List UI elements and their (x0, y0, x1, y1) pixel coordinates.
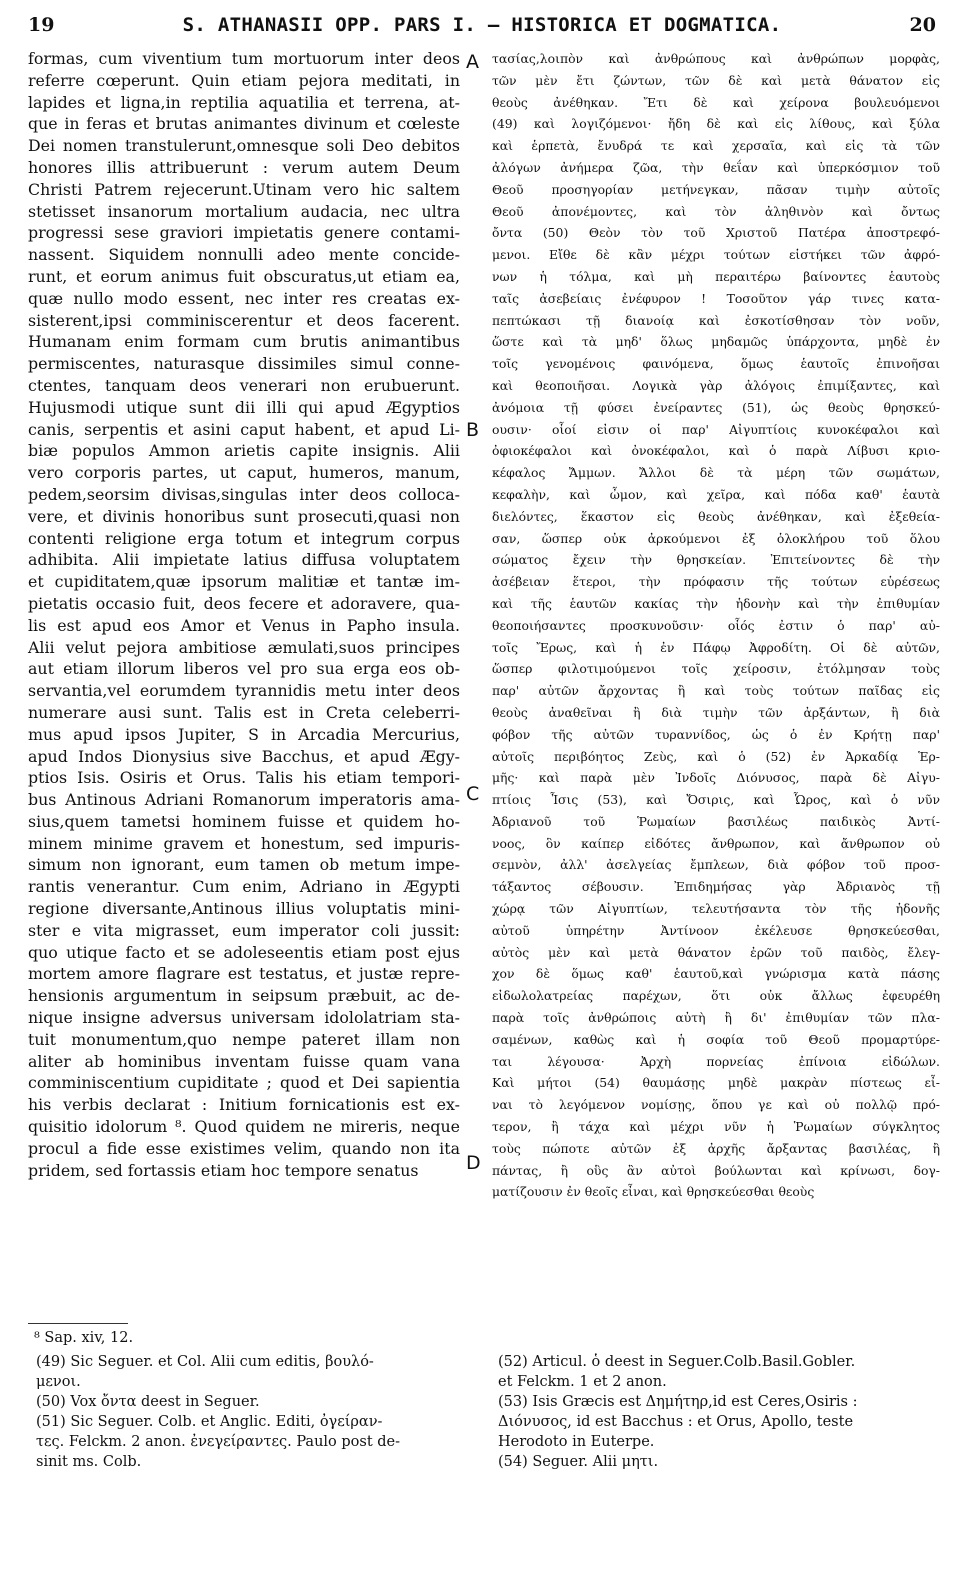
greek-text-line: τοῖς γενομένοις φαινόμενα, ὅμως ἑαυτοῖς ἐπινοῆσαι (492, 356, 940, 372)
greek-text-line: φόβον τῆς αὐτῶν τυραννίδος, ὡς ὁ ἐν Κρήτῃ παρ' (492, 726, 940, 742)
greek-text-line: διελόντες, ἕκαστον εἰς θεοὺς ἀνέθηκαν, καὶ ἐξεθεία- (492, 508, 940, 524)
latin-text-line: aut etiam illorum liberos vel pro sua erga eos ob- (28, 659, 460, 679)
latin-text-line: stetisset insanorum mortalium audacia, nec ultra (28, 201, 460, 221)
latin-column (28, 48, 460, 1181)
latin-text-line: Alii velut pejora ambitiose æmulati,suos principes (28, 637, 460, 657)
latin-text-line: nique insigne adversus universam idololatriam sta- (28, 1008, 460, 1028)
footnotes-right (498, 1352, 938, 1472)
latin-text-line: progressi sese graviori impietatis genere contami- (28, 223, 460, 243)
page-number-right: 20 (909, 14, 936, 36)
footnote-rule (28, 1323, 128, 1324)
greek-text-line: (49) καὶ λογιζόμενοι· ἤδη δὲ καὶ εἰς λίθους, καὶ ξύλα (492, 116, 940, 132)
page-number-left: 19 (28, 14, 55, 36)
greek-text-line: ουσιν· οἷοί εἰσιν οἱ παρ' Αἰγυπτίοις κυνοκέφαλοι καὶ (492, 421, 940, 437)
greek-text-line: ματίζουσιν ἐν θεοῖς εἶναι, καὶ θρησκεύεσθαι θεοὺς (492, 1184, 815, 1200)
greek-text-line: τασίας,λοιπὸν καὶ ἀνθρώπους καὶ ἀνθρώπων μορφὰς, (492, 51, 940, 66)
footnote-line: (50) Vox ὄντα deest in Seguer. (36, 1394, 260, 1410)
greek-text-line: αὐτὸς μὲν καὶ μετὰ θάνατον ἐρῶν τοῦ παιδὸς, ἔλεγ- (492, 944, 940, 960)
greek-text-line: Θεοῦ προσηγορίαν μετήνεγκαν, πᾶσαν τιμὴν αὐτοῖς (492, 181, 940, 197)
footnote-line: τες. Felckm. 2 anon. ἐνεγείραντες. Paulo post de- (36, 1434, 401, 1450)
greek-text-line: ναι τὸ λεγόμενον νομίσῃς, ὅπου γε καὶ οὐ πολλῷ πρό- (492, 1097, 940, 1113)
greek-text-line: ἀσέβειαν ἕτεροι, τὴν πρόφασιν τῆς τούτων εὑρέσεως (492, 574, 940, 590)
latin-text-line: vero corporis partes, ut caput, humeros, manum, (28, 463, 460, 483)
greek-text-line: σαμένων, καθὼς καὶ ἡ σοφία τοῦ Θεοῦ προμαρτύρε- (492, 1031, 940, 1047)
margin-marker-c: C (466, 783, 480, 805)
greek-column (492, 48, 940, 1203)
greek-text-line: χώρᾳ τῶν Αἰγυπτίων, τελευτήσαντα τὸν τῆς ἡδονῆς (492, 901, 940, 917)
latin-text-line: servantia,vel eorumdem tyrannidis metu inter deos (28, 681, 460, 701)
greek-text-line: ἀλόγων ἀνήμερα ζῶα, τὴν θεΐαν καὶ ὑπερκόσμιον τοῦ (492, 159, 940, 175)
running-title: S. ATHANASII OPP. PARS I. — HISTORICA ET DOGMATICA. (182, 14, 782, 36)
latin-text-line: honores illis attribuerunt : verum autem Deum (28, 157, 460, 177)
footnote-line: Διόνυσος, id est Bacchus : et Orus, Apollo, teste (498, 1414, 854, 1430)
greek-text-line: ὥστε καὶ τὰ μηδ' ὅλως μηδαμῶς ὑπάρχοντα, μηδὲ ἐν (492, 334, 940, 350)
greek-text-line: θεοποιήσαντες προσκυνοῦσιν· οἷός ἐστιν ὁ παρ' αὐ- (492, 617, 940, 633)
page-header (28, 14, 936, 44)
greek-text-line: Ἀδριανοῦ τοῦ Ῥωμαίων βασιλέως παιδικὸς Ἀντί- (492, 813, 940, 829)
greek-text-line: νοος, ὃν καίπερ εἰδότες ἄνθρωπον, καὶ ἄνθρωπον οὐ (492, 835, 940, 851)
latin-text-line: apud Indos Dionysius sive Bacchus, et apud Ægy- (28, 746, 460, 766)
footnote-line: Herodoto in Euterpe. (498, 1434, 655, 1450)
latin-text-line: ster e vita migrasset, eum imperator coli jussit: (28, 920, 460, 940)
latin-text-line: mortem amore flagrare est testatus, et justæ repre- (28, 964, 460, 984)
greek-text-line: παρὰ τοῖς ἀνθρώποις αὐτὴ ἢ δι' ἐπιθυμίαν τῶν πλα- (492, 1010, 940, 1026)
greek-text-line: πάντας, ἢ οὓς ἂν αὐτοὶ βούλωνται καὶ κρίνωσι, δογ- (492, 1162, 940, 1178)
latin-text-line: Humanam enim formam cum brutis animantibus (28, 332, 460, 352)
latin-text-line: minem minime gravem et honestum, sed impuris- (28, 833, 460, 853)
greek-text-line: νων ἡ τόλμα, καὶ μὴ περαιτέρω βαίνοντες ἑαυτοὺς (492, 268, 940, 284)
latin-text-line: procul a fide esse existimes velim, quando non ita (28, 1138, 460, 1158)
latin-text-line: permiscentes, naturasque dissimiles simul conne- (28, 354, 460, 374)
footnote-line: (52) Articul. ὁ deest in Seguer.Colb.Basil.Gobler. (498, 1354, 856, 1370)
latin-text-line: aliter ab hominibus inventam fuisse quam vana (28, 1051, 460, 1071)
latin-text-line: runt, et eorum animus fuit obscuratus,ut etiam ea, (28, 266, 460, 286)
footnote-line: (49) Sic Seguer. et Col. Alii cum editis, βουλό- (36, 1354, 374, 1370)
greek-text-line: καὶ τῆς ἑαυτῶν κακίας τὴν ἡδονὴν καὶ τὴν ἐπιθυμίαν (492, 595, 940, 611)
latin-text-line: tuit monumentum,quo nempe pateret illam non (28, 1029, 460, 1049)
latin-text-line: biæ populos Ammon arietis capite insignis. Alii (28, 441, 460, 461)
latin-text-line: Dei nomen transtulerunt,omnesque soli Deo debitos (28, 136, 460, 156)
latin-text-line: contenti religione erga totum et integrum corpus (28, 528, 460, 548)
latin-text-line: quo utique facto et se adoleseentis etiam post ejus (28, 942, 460, 962)
greek-text-line: παρ' αὐτῶν ἄρχοντας ἢ καὶ τοὺς τούτων παῖδας εἰς (492, 683, 940, 699)
greek-text-line: ἀνόμοια τῇ φύσει ἐνείραντες (51), ὡς θεοὺς θρησκεύ- (492, 399, 940, 415)
latin-text-line: Hujusmodi utique sunt dii illi qui apud Ægyptios (28, 397, 460, 417)
greek-text-line: πεπτώκασι τῇ διανοίᾳ καὶ ἐσκοτίσθησαν τὸν νοῦν, (492, 312, 940, 328)
greek-text-line: τῶν μὲν ἔτι ζώντων, τῶν δὲ καὶ μετὰ θάνατον εἰς (492, 72, 940, 88)
greek-text-line: μῆς· καὶ παρὰ μὲν Ἰνδοῖς Διόνυσος, παρὰ δὲ Αἰγυ- (492, 770, 940, 786)
latin-text-line: quæ nullo modo essent, nec inter res creatas ex- (28, 288, 460, 308)
greek-text-line: σεμνὸν, ἀλλ' ἀσελγείας ἔμπλεων, διὰ φόβον τοῦ προσ- (492, 857, 940, 873)
greek-text-line: Καὶ μήτοι (54) θαυμάσῃς μηδὲ μακρὰν πίστεως εἶ- (492, 1075, 940, 1091)
footnote-line: (54) Seguer. Alii μητι. (498, 1454, 659, 1470)
footnote-line: et Felckm. 1 et 2 anon. (498, 1374, 667, 1390)
latin-text-line: comminiscentium cupiditate ; quod et Dei sapientia (28, 1073, 460, 1093)
greek-text-line: τοὺς πώποτε αὐτῶν ἐξ ἀρχῆς ἄρξαντας βασιλέας, ἢ (492, 1140, 940, 1156)
latin-text-line: Christi Patrem rejecerunt.Utinam vero hic saltem (28, 179, 460, 199)
greek-text-line: ται λέγουσα· Ἀρχὴ πορνείας ἐπίνοια εἰδώλων. (492, 1053, 940, 1069)
footnotes-left (36, 1352, 466, 1472)
latin-text-line: bus Antinous Adriani Romanorum imperatoris ama- (28, 790, 460, 810)
greek-text-line: εἰδωλολατρείας παρέχων, ὅτι οὐκ ἄλλως ἐφευρέθη (492, 988, 940, 1004)
latin-text-line: quisitio idolorum ⁸. Quod quidem ne mireris, neque (28, 1117, 460, 1137)
greek-text-line: τάξαντος σέβουσιν. Ἐπιδημήσας γὰρ Ἀδριανὸς τῇ (492, 879, 940, 895)
latin-text-line: simum non ignorant, eum tamen ob metum impe- (28, 855, 460, 875)
latin-text-line: mus apud ipsos Jupiter, S in Arcadia Mercurius, (28, 724, 460, 744)
greek-text-line: ὀφιοκέφαλοι καὶ ὀνοκέφαλοι, καὶ ὁ παρὰ Λίβυσι κριο- (492, 443, 940, 459)
scripture-footnote: ⁸ Sap. xiv, 12. (34, 1330, 134, 1346)
greek-text-line: ταῖς ἀσεβείαις ἐνέφυρον ! Τοσοῦτον γάρ τινες κατα- (492, 290, 940, 306)
greek-text-line: αὐτοῖς περιβόητος Ζεὺς, καὶ ὁ (52) ἐν Ἀρκαδίᾳ Ἑρ- (492, 748, 940, 764)
latin-text-line: pietatis occasio fuit, deos fecere et adoravere, qua- (28, 593, 460, 613)
latin-text-line: pridem, sed fortassis etiam hoc tempore senatus (28, 1160, 419, 1180)
latin-text-line: hensionis argumentum in seipsum præbuit, ac de- (28, 986, 460, 1006)
latin-text-line: canis, serpentis et asini caput habent, et apud Li- (28, 419, 460, 439)
footnote-line: (51) Sic Seguer. Colb. et Anglic. Editi, ὀγείραν- (36, 1414, 383, 1430)
latin-text-line: formas, cum viventium tum mortuorum inter deos (28, 49, 460, 68)
footnote-line: sinit ms. Colb. (36, 1454, 142, 1470)
latin-text-line: his verbis declarat : Initium fornicationis est ex- (28, 1095, 460, 1115)
latin-text-line: numerare ausi sunt. Talis est in Creta celeberri- (28, 702, 460, 722)
latin-text-line: pedem,seorsim divisas,singulas inter deos colloca- (28, 484, 460, 504)
latin-text-line: lapides et ligna,in reptilia aquatilia et terrena, at- (28, 92, 460, 112)
greek-text-line: Θεοῦ ἀπονέμοντες, καὶ τὸν ἀληθινὸν καὶ ὄντως (492, 203, 940, 219)
greek-text-line: σώματος ἔχειν τὴν θρησκείαν. Ἐπιτείνοντες δὲ τὴν (492, 552, 940, 568)
footnote-line: (53) Isis Græcis est Δημήτηρ,id est Ceres,Osiris : (498, 1394, 858, 1410)
latin-text-line: et cupiditatem,quæ ipsorum malitiæ et tantæ im- (28, 572, 460, 592)
latin-text-line: ctentes, tanquam deos venerari non erubuerunt. (28, 375, 460, 395)
latin-text-line: sius,quem tametsi hominem fuisse et quidem ho- (28, 811, 460, 831)
greek-text-line: μενοι. Εἴθε δὲ κἂν μέχρι τούτων εἱστήκει τῶν ἀφρό- (492, 247, 940, 263)
greek-text-line: σαν, ὥσπερ οὐκ ἀρκούμενοι ἐξ ὁλοκλήρου τοῦ ὅλου (492, 530, 940, 546)
latin-text-line: nassent. Siquidem nonnulli adeo mente concide- (28, 245, 460, 265)
latin-text-line: sisterent,ipsi comminiscerentur et deos facerent. (28, 310, 460, 330)
greek-text-line: τερον, ἢ τάχα καὶ μέχρι νῦν ἡ Ῥωμαίων σύγκλητος (492, 1119, 940, 1135)
latin-text-line: lis est apud eos Amor et Venus in Papho insula. (28, 615, 460, 635)
latin-text-line: vere, et divinis honoribus sunt prosecuti,quasi non (28, 506, 460, 526)
greek-text-line: πτίοις Ἶσις (53), καὶ Ὄσιρις, καὶ Ὧρος, καὶ ὁ νῦν (492, 792, 940, 808)
greek-text-line: ὥσπερ φιλοτιμούμενοι τοῖς χείροσιν, ἐτόλμησαν τοὺς (492, 661, 940, 677)
latin-text-line: referre cœperunt. Quin etiam pejora meditati, in (28, 70, 460, 90)
greek-text-line: θεοὺς ἀναθεῖναι ἢ διὰ τιμὴν τῶν ἀρξάντων, ἢ διὰ (492, 704, 940, 720)
latin-text-line: ptios Isis. Osiris et Orus. Talis his etiam tempori- (28, 768, 460, 788)
latin-text-line: regione diversante,Antinous illius voluptatis mini- (28, 899, 460, 919)
latin-text-line: rantis venerantur. Cum enim, Adriano in Ægypti (28, 877, 460, 897)
margin-marker-d: D (466, 1152, 481, 1174)
margin-marker-b: B (466, 419, 480, 441)
greek-text-line: ὄντα (50) Θεὸν τὸν τοῦ Χριστοῦ Πατέρα ἀποστρεφό- (492, 225, 940, 241)
greek-text-line: κέφαλος Ἄμμων. Ἄλλοι δὲ τὰ μέρη τῶν σωμάτων, (492, 465, 940, 481)
greek-text-line: χον δὲ ὅμως καθ' ἑαυτοῦ,καὶ γνώρισμα κατὰ πάσης (492, 966, 940, 982)
latin-text-line: adhibita. Alii impietate latius diffusa voluptatem (28, 550, 460, 570)
greek-text-line: θεοὺς ἀνέθηκαν. Ἔτι δὲ καὶ χείρονα βουλευόμενοι (492, 94, 940, 110)
footnote-line: μενοι. (36, 1374, 81, 1390)
margin-marker-a: A (466, 51, 479, 73)
greek-text-line: τοῖς Ἔρως, καὶ ἡ ἐν Πάφῳ Ἀφροδίτη. Οἱ δὲ αὐτῶν, (492, 639, 940, 655)
latin-text-line: que in feras et brutas animantes divinum et cœleste (28, 114, 460, 134)
greek-text-line: καὶ θεοποιῆσαι. Λογικὰ γὰρ ἀλόγοις ἐπιμίξαντες, καὶ (492, 377, 940, 393)
greek-text-line: κεφαλὴν, καὶ ὦμον, καὶ χεῖρα, καὶ πόδα καθ' ἑαυτὰ (492, 486, 940, 502)
greek-text-line: αὐτοῦ ὑπηρέτην Ἀντίνοον ἐκέλευσε θρησκεύεσθαι, (492, 922, 940, 938)
greek-text-line: καὶ ἑρπετὰ, ἔνυδρά τε καὶ χερσαῖα, καὶ εἰς τὰ τῶν (492, 138, 940, 154)
